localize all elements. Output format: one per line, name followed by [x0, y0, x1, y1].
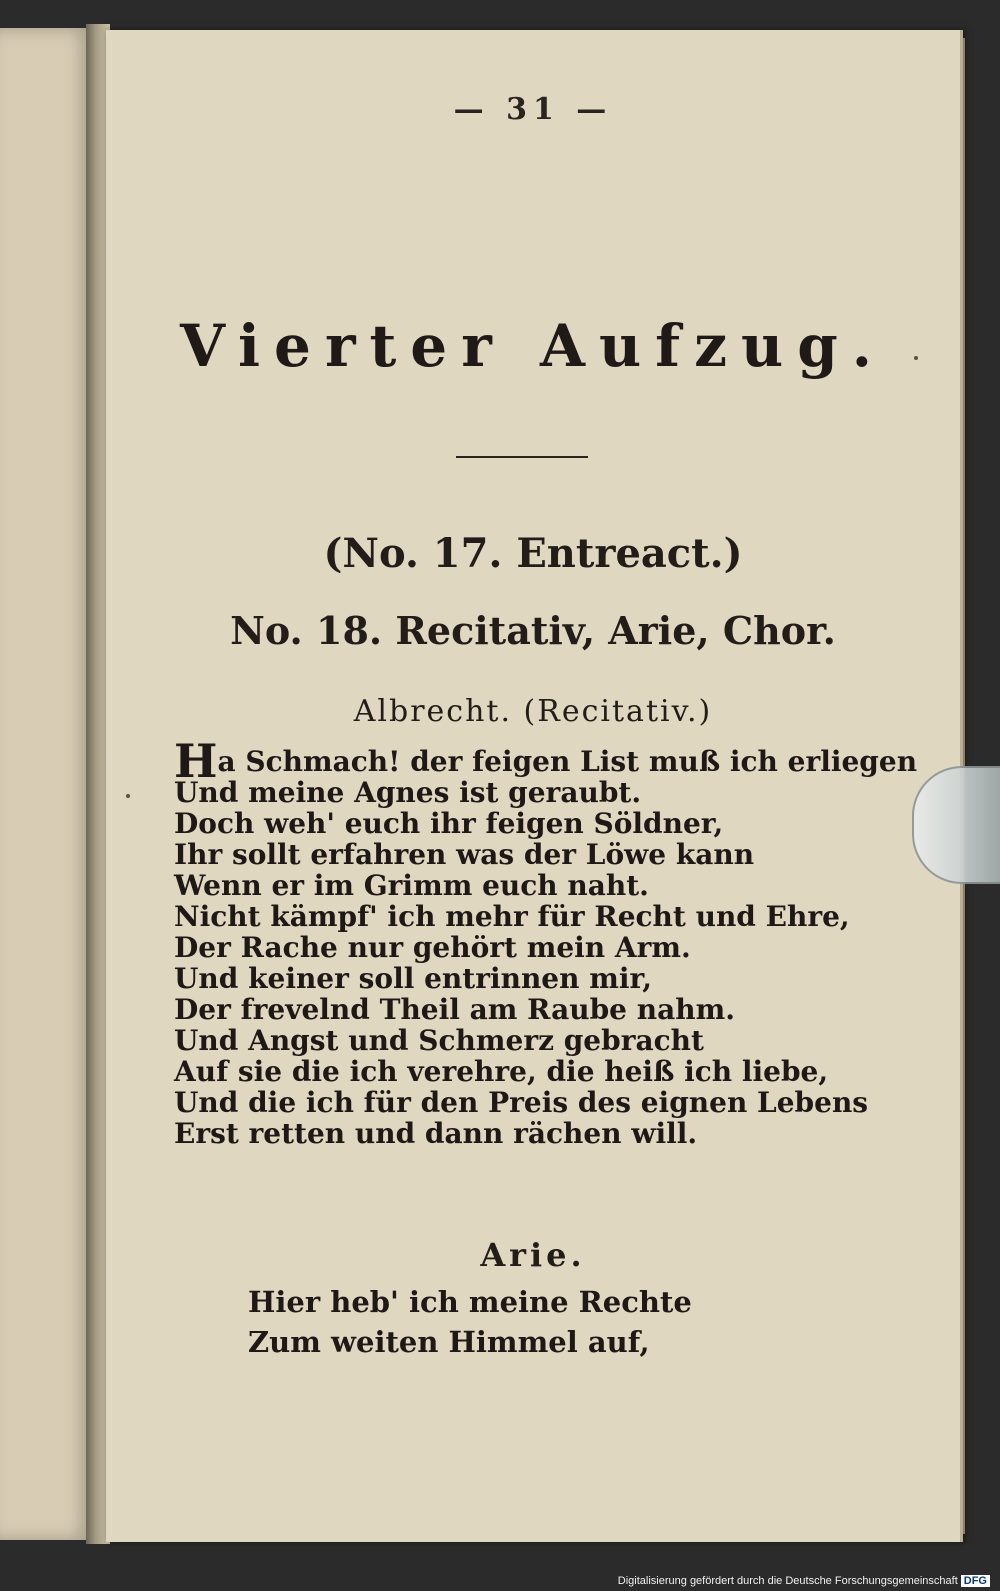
act-title: Vierter Aufzug. — [180, 312, 886, 380]
verse-line: Wenn er im Grimm euch naht. — [174, 869, 649, 902]
digitization-credit — [618, 1575, 990, 1587]
left-page-edge — [0, 28, 94, 1540]
dfg-logo: DFG — [961, 1575, 990, 1587]
entreact-heading: (No. 17. Entreact.) — [323, 530, 743, 577]
title-divider — [456, 456, 588, 458]
verse-line: Und keiner soll entrinnen mir, — [174, 962, 652, 995]
verse-line: Erst retten und dann rächen will. — [174, 1117, 698, 1150]
verse-line — [174, 734, 918, 788]
verse-line: Und Angst und Schmerz gebracht — [174, 1024, 704, 1057]
verse-line: Nicht kämpf' ich mehr für Recht und Ehre, — [174, 900, 850, 933]
number-title: No. 18. Recitativ, Arie, Chor. — [230, 608, 836, 653]
aria-line: Hier heb' ich meine Rechte — [248, 1285, 692, 1319]
verse-line: Der frevelnd Theil am Raube nahm. — [174, 993, 735, 1026]
verse-line: Doch weh' euch ihr feigen Söldner, — [174, 807, 724, 840]
paper-speck — [126, 794, 130, 798]
paper-speck — [914, 356, 918, 360]
verse-line: Und die ich für den Preis des eignen Lebens — [174, 1086, 869, 1119]
aria-verse — [248, 1282, 848, 1362]
verse-line: Auf sie die ich verehre, die heiß ich liebe, — [174, 1055, 829, 1088]
verse-line: Und meine Agnes ist geraubt. — [174, 776, 642, 809]
verse-line: Der Rache nur gehört mein Arm. — [174, 931, 691, 964]
drop-cap: H — [174, 734, 218, 788]
bookmark-tab[interactable] — [912, 766, 1000, 884]
aria-heading: Arie. — [480, 1236, 586, 1274]
verse-first-line-text: a Schmach! der feigen List muß ich erliegen — [217, 745, 918, 778]
aria-line: Zum weiten Himmel auf, — [248, 1325, 650, 1359]
book-page — [106, 30, 963, 1542]
recitative-verse — [174, 734, 918, 1150]
credit-text: Digitalisierung gefördert durch die Deutsche Forschungsgemeinschaft — [617, 1575, 958, 1587]
speaker-heading: Albrecht. (Recitativ.) — [353, 694, 713, 729]
verse-line: Ihr sollt erfahren was der Löwe kann — [174, 838, 755, 871]
page-number: — 31 — — [453, 92, 613, 127]
